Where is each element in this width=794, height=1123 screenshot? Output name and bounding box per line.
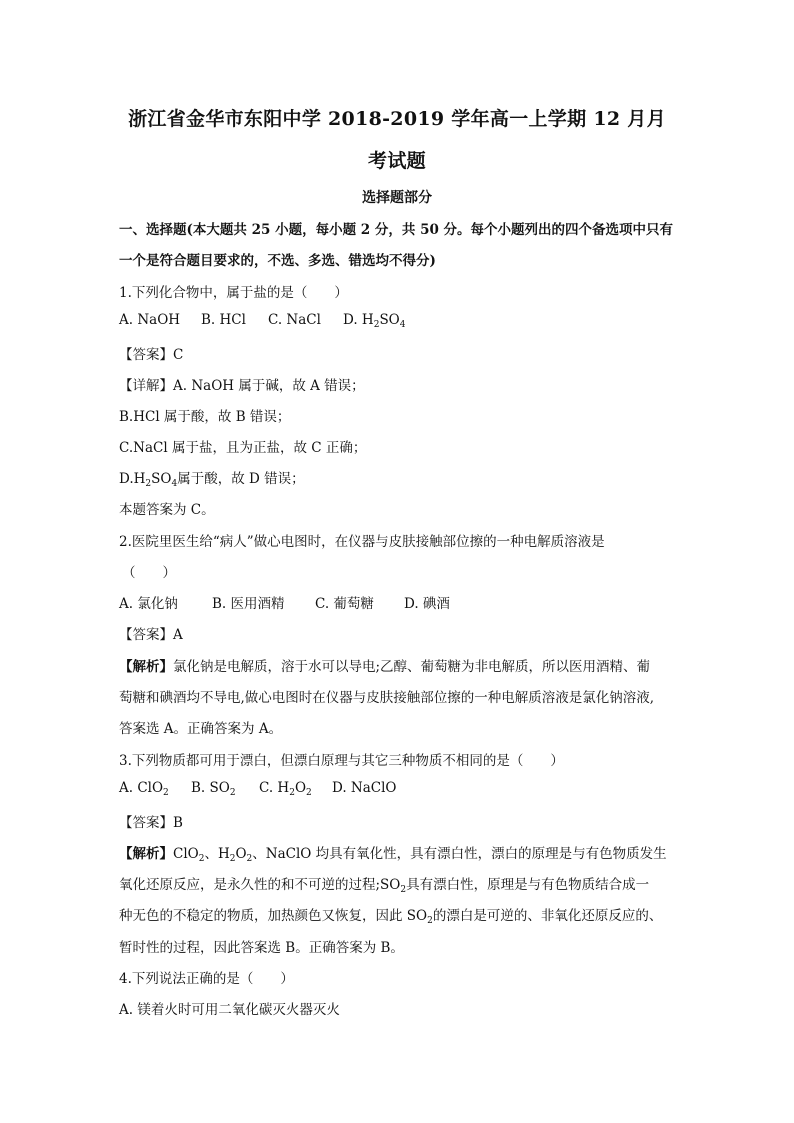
question-3-explanation-2: 氧化还原反应，是永久性的和不可逆的过程$;SO_2$具有漂白性，原理是与有色物质结合成一 [119,877,650,895]
option-a: A. 氯化钠 [119,596,178,612]
question-1-explanation-c: C.NaCl 属于盐，且为正盐，故 C 正确； [119,440,367,456]
question-4-stem: 4.下列说法正确的是（ ） [119,971,294,987]
document-title-continued: 考试题 [368,150,426,172]
question-1-answer: 【答案】C [119,347,184,363]
question-3-stem: 3.下列物质都可用于漂白，但漂白原理与其它三种物质不相同的是（ ） [119,753,564,769]
question-2-answer: 【答案】A [119,627,183,643]
section-heading: 选择题部分 [362,190,432,206]
option-c: C. $H_2O_2$ [259,780,312,798]
option-a: A. NaOH [119,312,181,328]
question-4-option-a: A. 镁着火时可用二氧化碳灭火器灭火 [119,1002,340,1018]
question-2-explanation-3: 答案选 A。正确答案为 A。 [119,721,283,737]
question-1-options [119,312,406,328]
question-3-options [119,780,397,796]
option-a: A. ClO$_2$ [119,780,169,798]
option-d: D. $H_2SO_4$ [343,312,406,330]
document-title: 浙江省金华市东阳中学 2018-2019 学年高一上学期 12 月月 [128,108,666,130]
question-1-stem: 1.下列化合物中，属于盐的是（ ） [119,285,348,301]
instructions-line-1: 一、选择题(本大题共 25 小题，每小题 2 分，共 50 分。每个小题列出的四个备选项中只有 [119,222,674,238]
question-1-explanation-d: $D.H_2SO_4$属于酸，故 D 错误； [119,471,305,489]
question-3-explanation-4: 暂时性的过程，因此答案选 B。正确答案为 B。 [119,940,404,956]
option-b: B. 医用酒精 [212,596,285,612]
question-1-conclusion: 本题答案为 C。 [119,502,215,518]
question-1-explanation-a: 【详解】A. NaOH 属于碱，故 A 错误； [119,378,365,394]
question-2-explanation-1: 【解析】氯化钠是电解质，溶于水可以导电;乙醇、葡萄糖为非电解质，所以医用酒精、葡 [119,659,651,675]
question-2-stem: 2.医院里医生给“病人”做心电图时，在仪器与皮肤接触部位擦的一种电解质溶液是 [119,534,605,550]
option-b: B. HCl [201,312,246,328]
question-2-explanation-2: 萄糖和碘酒均不导电,做心电图时在仪器与皮肤接触部位擦的一种电解质溶液是氯化钠溶液, [119,690,655,706]
option-c: C. NaCl [268,312,321,328]
option-d: D. NaClO [332,780,397,796]
question-3-explanation-3: 种无色的不稳定的物质，加热颜色又恢复，因此 $SO_2$的漂白是可逆的、非氧化还原反应的、 [119,908,663,926]
question-1-explanation-b: B.HCl 属于酸，故 B 错误； [119,409,291,425]
option-d: D. 碘酒 [404,596,450,612]
option-c: C. 葡萄糖 [315,596,374,612]
question-3-explanation-1: 【解析】ClO$_2$、$H_2O_2$、NaClO 均具有氧化性，具有漂白性，漂白的原理是与有色物质发生 [119,846,667,864]
question-2-paren: （ ） [122,565,176,581]
option-b: B. $SO_2$ [191,780,236,798]
question-3-answer: 【答案】B [119,815,183,831]
instructions-line-2: 一个是符合题目要求的，不选、多选、错选均不得分) [119,253,436,269]
question-2-options [119,592,450,612]
